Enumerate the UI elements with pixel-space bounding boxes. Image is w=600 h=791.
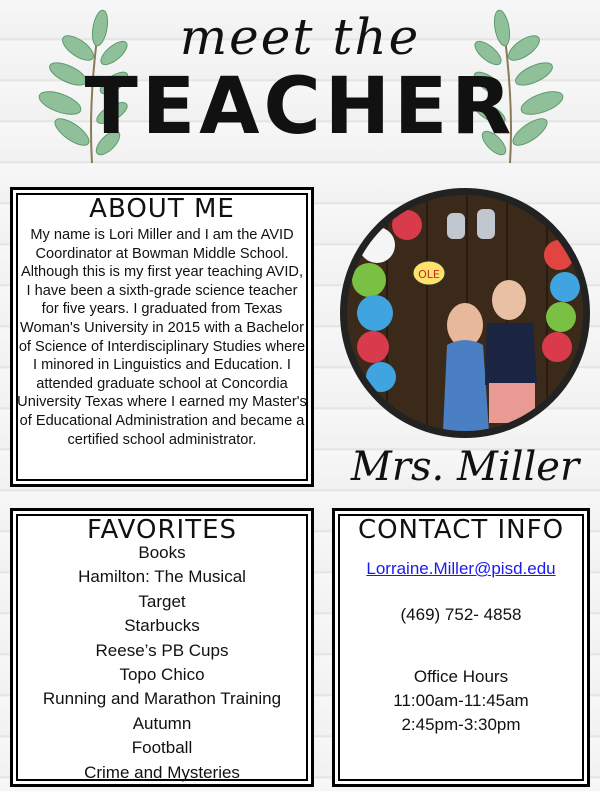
about-box: [10, 187, 314, 487]
list-item: Target: [138, 591, 186, 611]
office-hours-2: 2:45pm-3:30pm: [401, 715, 521, 734]
title-script: meet the: [179, 8, 421, 66]
list-item: Books: [138, 543, 186, 562]
list-item: Football: [131, 738, 193, 758]
email-link[interactable]: Lorraine.Miller@pisd.edu: [366, 559, 556, 578]
list-item: Autumn: [132, 713, 192, 733]
favorites-list: [13, 541, 311, 785]
list-item: Hamilton: The Musical: [78, 567, 246, 587]
favorites-box: [10, 508, 314, 787]
list-item: Running and Marathon Training: [42, 689, 282, 709]
about-text: My name is Lori Miller and I am the AVID Coordinator at Bowman Middle School. Although this is my first year teaching AVID, I have been a sixth-grade science teacher for five years. I graduated from Texas Woman's University in 2015 with a Bachelor of Science of Interdisciplinary Studies where I minored in Linguistics and Education. I attended graduate school at Concordia University Texas where I earned my Master's of Educational Administration and became a certified school administrator.: [17, 227, 307, 448]
contact-title: CONTACT INFO: [357, 515, 565, 545]
page-title: TEACHER: [84, 62, 516, 152]
list-item: Reese’s PB Cups: [95, 640, 229, 660]
teacher-photo: [340, 188, 590, 438]
office-hours-label: Office Hours: [413, 667, 509, 686]
contact-box: [332, 508, 590, 787]
phone-number: (469) 752- 4858: [400, 605, 522, 624]
photo-sign-text: OLE: [418, 268, 440, 281]
list-item: Starbucks: [124, 616, 200, 636]
teacher-name: Mrs. Miller: [350, 444, 580, 490]
about-title: ABOUT ME: [89, 194, 235, 224]
office-hours-1: 11:00am-11:45am: [393, 691, 529, 710]
list-item: Topo Chico: [119, 665, 205, 685]
favorites-title: FAVORITES: [86, 515, 238, 545]
list-item: Crime and Mysteries: [84, 762, 240, 782]
